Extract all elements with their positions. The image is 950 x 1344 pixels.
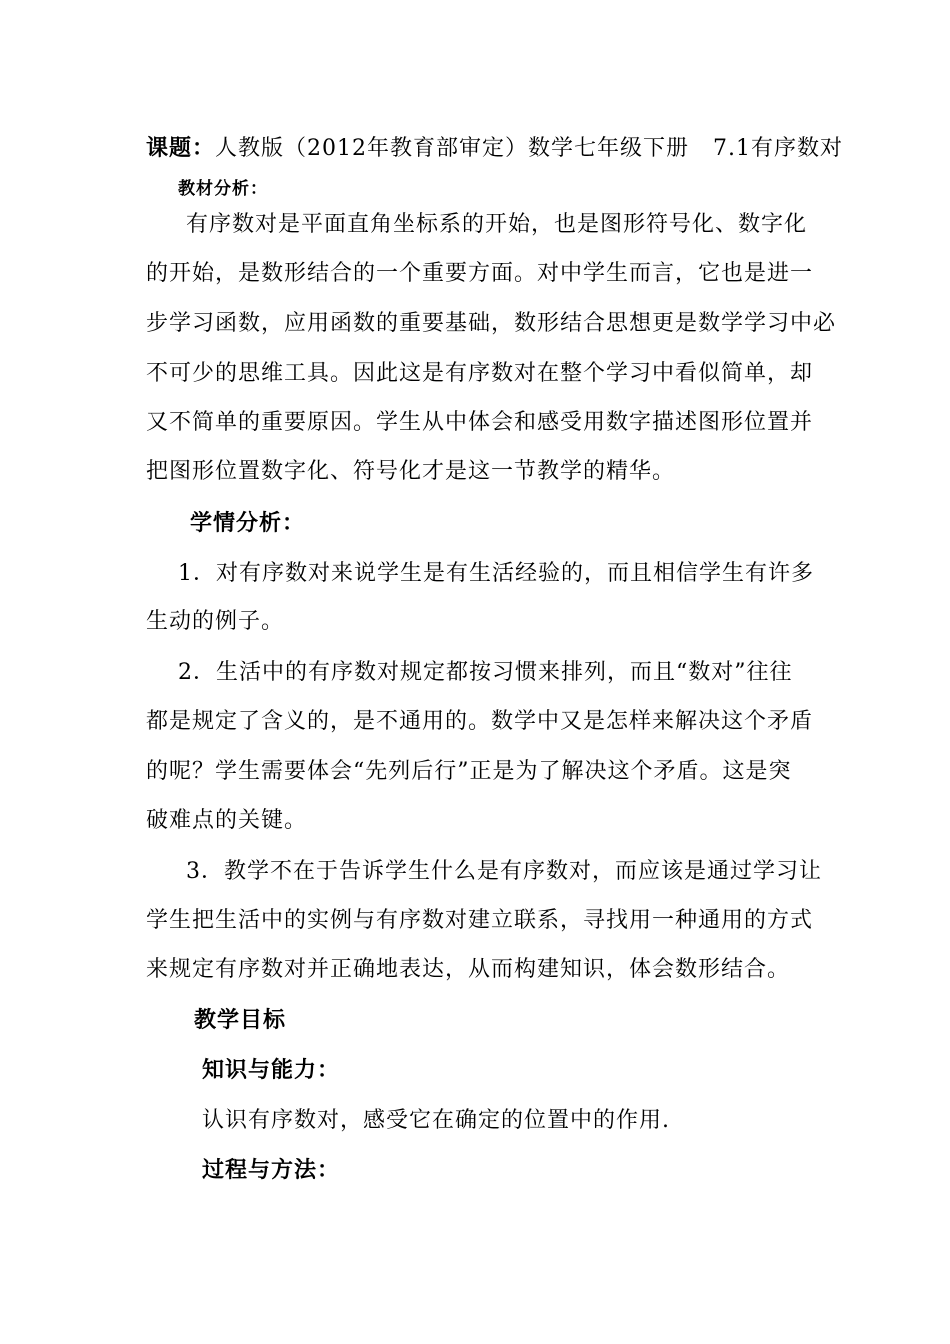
list-item-line: 破难点的关键。 <box>146 808 308 833</box>
paragraph-line: 把图形位置数字化、符号化才是这一节教学的精华。 <box>146 459 676 484</box>
paragraph-line: 步学习函数，应用函数的重要基础，数形结合思想更是数学学习中必 <box>146 311 837 336</box>
section-heading-student-analysis: 学情分析： <box>190 511 306 536</box>
paragraph-line: 的开始，是数形结合的一个重要方面。对中学生而言，它也是进一 <box>146 261 814 286</box>
list-item-line: 学生把生活中的实例与有序数对建立联系，寻找用一种通用的方式 <box>146 908 814 933</box>
section-heading-textbook-analysis: 教材分析： <box>178 179 268 199</box>
title-label: 课题： <box>146 136 216 161</box>
lesson-title <box>146 134 843 164</box>
list-item-line: 2．生活中的有序数对规定都按习惯来排列，而且“数对”往往 <box>178 660 793 685</box>
list-item-line: 都是规定了含义的，是不通用的。数学中又是怎样来解决这个矛盾 <box>146 709 814 734</box>
list-item-line: 来规定有序数对并正确地表达，从而构建知识，体会数形结合。 <box>146 957 791 982</box>
paragraph-line: 不可少的思维工具。因此这是有序数对在整个学习中看似简单，却 <box>146 361 814 386</box>
section-heading-teaching-goals: 教学目标 <box>194 1008 287 1033</box>
list-item-line: 1．对有序数对来说学生是有生活经验的，而且相信学生有许多 <box>178 561 814 586</box>
title-text: 人教版（2012年教育部审定）数学七年级下册 7.1有序数对 <box>215 136 843 161</box>
paragraph-line: 又不简单的重要原因。学生从中体会和感受用数字描述图形位置并 <box>146 410 814 435</box>
subheading-knowledge-ability: 知识与能力： <box>202 1058 341 1083</box>
list-item-line: 生动的例子。 <box>146 609 285 634</box>
list-item-line: 3．教学不在于告诉学生什么是有序数对，而应该是通过学习让 <box>186 859 822 884</box>
paragraph-line: 认识有序数对，感受它在确定的位置中的作用. <box>202 1108 670 1133</box>
subheading-process-method: 过程与方法： <box>202 1158 341 1183</box>
paragraph-line: 有序数对是平面直角坐标系的开始，也是图形符号化、数字化 <box>186 212 808 237</box>
list-item-line: 的呢？学生需要体会“先列后行”正是为了解决这个矛盾。这是突 <box>146 759 792 784</box>
